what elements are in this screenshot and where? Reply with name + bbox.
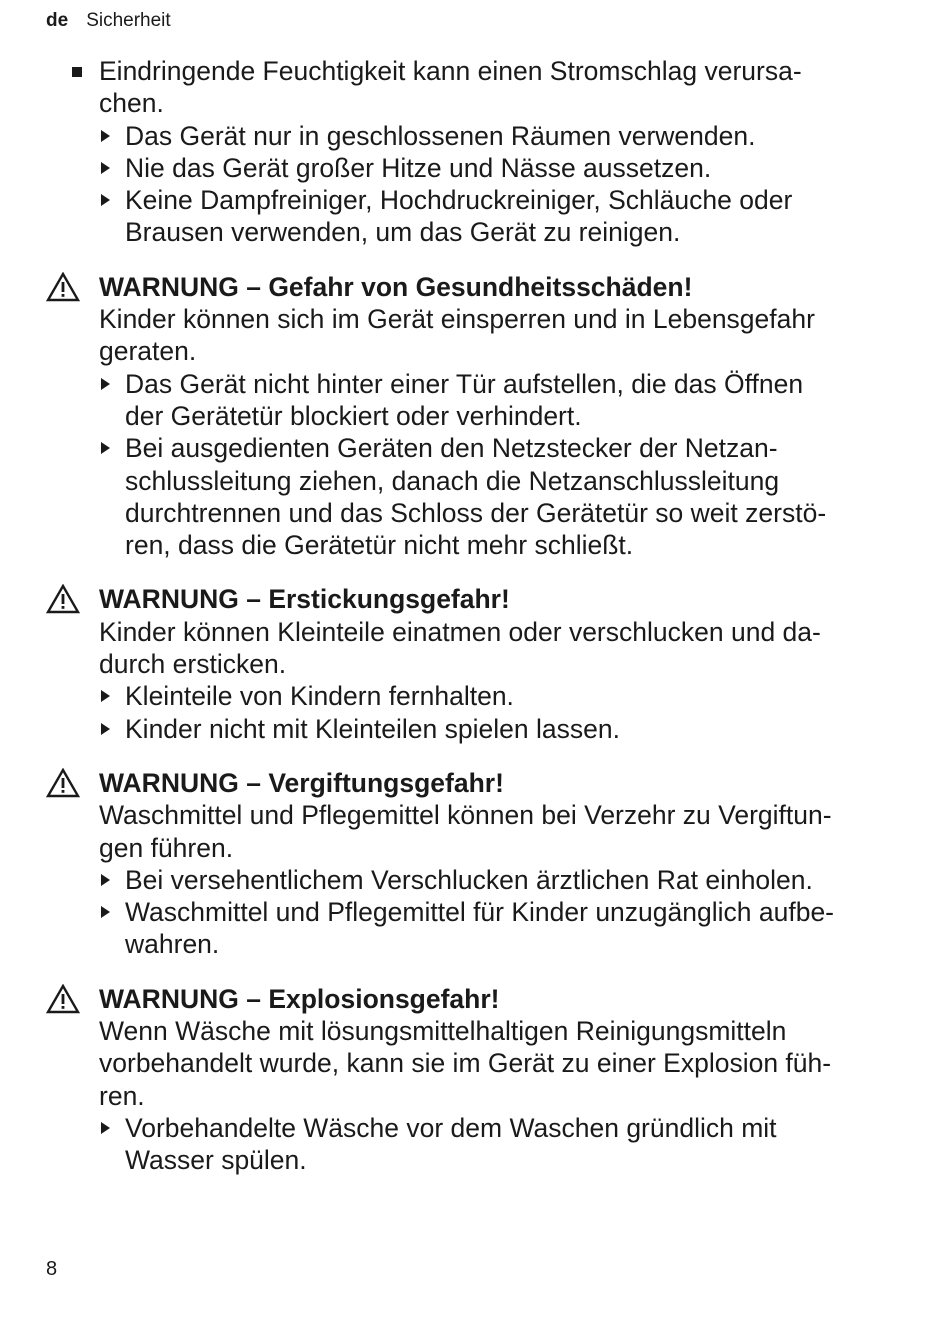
step-item: Waschmittel und Pflegemittel für Kinder unzugänglich aufbe- <box>46 896 906 928</box>
triangle-right-icon <box>101 874 110 886</box>
step-item-continuation: Wasser spülen. <box>125 1145 307 1176</box>
warning-text: vorbehandelt wurde, kann sie im Gerät zu einer Explosion füh- <box>99 1048 832 1079</box>
section-title: Sicherheit <box>86 10 171 31</box>
warning-text: geraten. <box>99 336 197 367</box>
step-item-continuation: ren, dass die Gerätetür nicht mehr schließt. <box>125 530 634 561</box>
step-item: Kinder nicht mit Kleinteilen spielen lassen. <box>46 713 906 745</box>
warning-text: durch ersticken. <box>99 649 287 680</box>
bullet-item: Eindringende Feuchtigkeit kann einen Stromschlag verursa- <box>46 55 906 87</box>
triangle-right-icon <box>101 130 110 142</box>
warning-text: ren. <box>99 1080 145 1111</box>
triangle-right-icon <box>101 194 110 206</box>
warning-heading: WARNUNG – Gefahr von Gesundheitsschäden! <box>46 271 906 303</box>
warning-text: Wenn Wäsche mit lösungsmittelhaltigen Reinigungsmitteln <box>99 1016 787 1047</box>
step-item-continuation: Brausen verwenden, um das Gerät zu reinigen. <box>125 217 681 248</box>
triangle-right-icon <box>101 442 110 454</box>
warning-heading: WARNUNG – Vergiftungsgefahr! <box>46 767 906 799</box>
step-item: Nie das Gerät großer Hitze und Nässe aussetzen. <box>46 152 906 184</box>
triangle-right-icon <box>101 723 110 735</box>
warning-health <box>46 271 906 562</box>
step-item-continuation: der Gerätetür blockiert oder verhindert. <box>125 400 582 431</box>
triangle-right-icon <box>101 906 110 918</box>
warning-heading: WARNUNG – Explosionsgefahr! <box>46 983 906 1015</box>
step-item: Kleinteile von Kindern fernhalten. <box>46 680 906 712</box>
warning-text: Waschmittel und Pflegemittel können bei Verzehr zu Vergiftun- <box>99 800 832 831</box>
warning-suffocation <box>46 583 906 744</box>
step-item: Vorbehandelte Wäsche vor dem Waschen gründlich mit <box>46 1112 906 1144</box>
triangle-right-icon <box>101 162 110 174</box>
triangle-right-icon <box>101 690 110 702</box>
warning-triangle-icon <box>46 984 80 1014</box>
warning-poisoning <box>46 767 906 961</box>
warning-triangle-icon <box>46 272 80 302</box>
step-item: Das Gerät nur in geschlossenen Räumen verwenden. <box>46 120 906 152</box>
warning-text: Kinder können Kleinteile einatmen oder verschlucken und da- <box>99 616 821 647</box>
triangle-right-icon <box>101 378 110 390</box>
warning-text: Kinder können sich im Gerät einsperren und in Lebensgefahr <box>99 304 815 335</box>
page-header <box>46 9 171 33</box>
step-item: Keine Dampfreiniger, Hochdruckreiniger, Schläuche oder <box>46 184 906 216</box>
warning-triangle-icon <box>46 768 80 798</box>
triangle-right-icon <box>101 1122 110 1134</box>
step-item-continuation: durchtrennen und das Schloss der Gerätetür so weit zerstö- <box>125 497 827 528</box>
page-number: 8 <box>46 1258 58 1280</box>
intro-block <box>46 55 906 249</box>
warning-heading: WARNUNG – Erstickungsgefahr! <box>46 583 906 615</box>
square-bullet-icon <box>72 67 82 77</box>
bullet-item-continuation: chen. <box>99 88 164 119</box>
safety-content <box>46 55 906 1177</box>
warning-text: gen führen. <box>99 832 234 863</box>
step-item: Bei versehentlichem Verschlucken ärztlichen Rat einholen. <box>46 864 906 896</box>
warning-triangle-icon <box>46 584 80 614</box>
language-code: de <box>46 10 69 31</box>
step-item: Das Gerät nicht hinter einer Tür aufstellen, die das Öffnen <box>46 368 906 400</box>
warning-explosion <box>46 983 906 1177</box>
step-item-continuation: schlussleitung ziehen, danach die Netzanschlussleitung <box>125 465 780 496</box>
step-item: Bei ausgedienten Geräten den Netzstecker der Netzan- <box>46 432 906 464</box>
step-item-continuation: wahren. <box>125 929 220 960</box>
